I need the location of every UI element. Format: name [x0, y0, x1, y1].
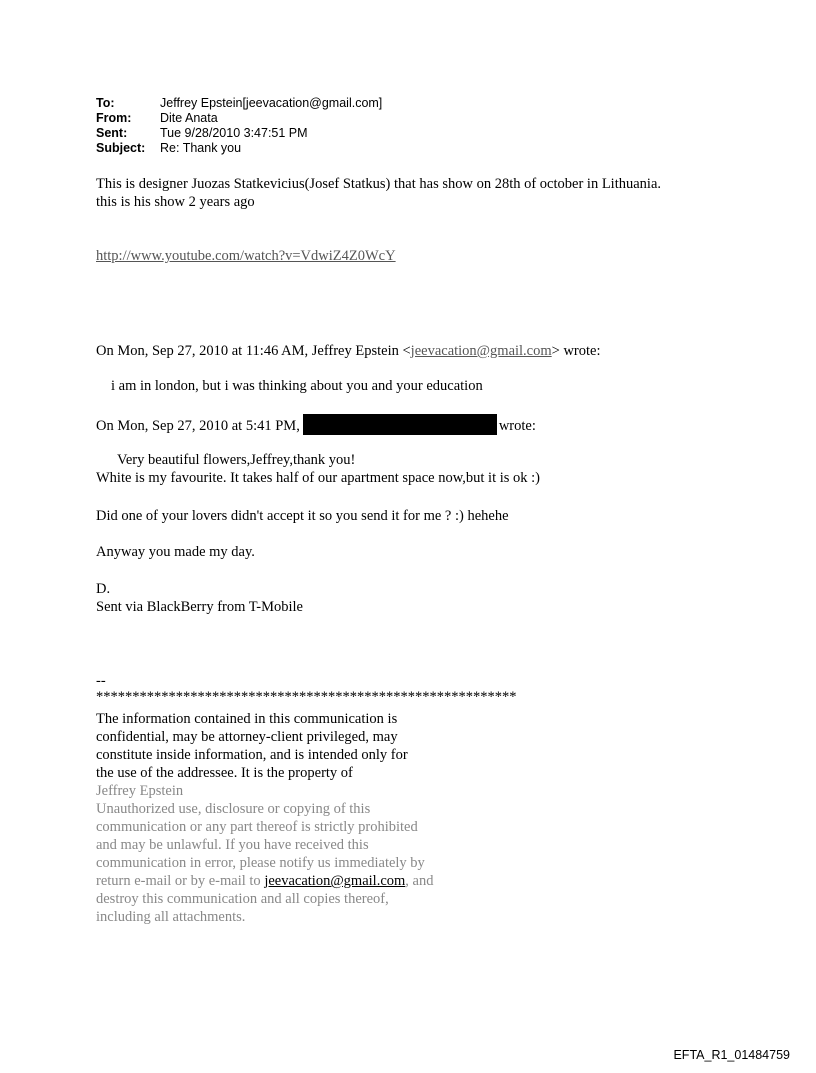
- quote2-line-4: Anyway you made my day.: [96, 544, 255, 560]
- sent-label: Sent:: [96, 126, 128, 140]
- quote2-line-1: Very beautiful flowers,Jeffrey,thank you!: [117, 452, 356, 468]
- document-id: EFTA_R1_01484759: [673, 1048, 790, 1062]
- message-line-1: This is designer Juozas Statkevicius(Josef Statkus) that has show on 28th of october in Lithuania.: [96, 176, 662, 192]
- disclaimer-dashes: --: [96, 673, 106, 689]
- disclaimer-line-2: confidential, may be attorney-client privileged, may: [96, 729, 398, 745]
- redaction-box: [303, 414, 497, 435]
- disclaimer-line-9: [96, 872, 433, 890]
- quote1-intro: [96, 342, 601, 360]
- to-value: Jeffrey Epstein[jeevacation@gmail.com]: [160, 96, 383, 110]
- disclaimer-line-9-before: return e-mail or by e-mail to: [96, 873, 265, 889]
- quote2-sign: D.: [96, 581, 111, 597]
- disclaimer-line-9-after: , and: [405, 873, 434, 889]
- disclaimer-owner: Jeffrey Epstein: [96, 783, 184, 799]
- quote1-intro-after: > wrote:: [551, 343, 601, 359]
- disclaimer-line-11: including all attachments.: [96, 909, 246, 925]
- quote2-line-3: Did one of your lovers didn't accept it so you send it for me ? :) hehehe: [96, 508, 509, 524]
- quote2-intro-after: wrote:: [498, 418, 536, 434]
- to-label: To:: [96, 96, 115, 110]
- quote2-intro: [96, 414, 536, 435]
- quote1-email-link[interactable]: jeevacation@gmail.com: [410, 343, 552, 359]
- disclaimer-stars: **********************************************************: [96, 689, 517, 705]
- youtube-link[interactable]: http://www.youtube.com/watch?v=VdwiZ4Z0WcY: [96, 248, 396, 264]
- disclaimer-email-link[interactable]: jeevacation@gmail.com: [264, 873, 406, 889]
- sent-row: [96, 126, 382, 141]
- message-line-2: this is his show 2 years ago: [96, 194, 255, 210]
- subject-row: [96, 141, 382, 156]
- subject-value: Re: Thank you: [160, 141, 242, 155]
- quote1-intro-before: On Mon, Sep 27, 2010 at 11:46 AM, Jeffrey Epstein <: [96, 343, 411, 359]
- disclaimer-line-3: constitute inside information, and is intended only for: [96, 747, 408, 763]
- from-label: From:: [96, 111, 132, 125]
- disclaimer-line-8: communication in error, please notify us immediately by: [96, 855, 425, 871]
- quote2-line-2: White is my favourite. It takes half of our apartment space now,but it is ok :): [96, 470, 541, 486]
- disclaimer-line-7: and may be unlawful. If you have received this: [96, 837, 369, 853]
- email-header: [96, 96, 382, 156]
- sent-value: Tue 9/28/2010 3:47:51 PM: [160, 126, 308, 140]
- subject-label: Subject:: [96, 141, 146, 155]
- disclaimer-line-1: The information contained in this communication is: [96, 711, 398, 727]
- to-row: [96, 96, 382, 111]
- disclaimer-line-10: destroy this communication and all copies thereof,: [96, 891, 389, 907]
- disclaimer-line-4: the use of the addressee. It is the property of: [96, 765, 353, 781]
- from-row: [96, 111, 382, 126]
- disclaimer-line-5: Unauthorized use, disclosure or copying of this: [96, 801, 371, 817]
- quote1-text: i am in london, but i was thinking about you and your education: [111, 378, 483, 394]
- quote2-sent-via: Sent via BlackBerry from T-Mobile: [96, 599, 303, 615]
- disclaimer-line-6: communication or any part thereof is strictly prohibited: [96, 819, 418, 835]
- quote2-intro-before: On Mon, Sep 27, 2010 at 5:41 PM,: [96, 418, 300, 434]
- from-value: Dite Anata: [160, 111, 218, 125]
